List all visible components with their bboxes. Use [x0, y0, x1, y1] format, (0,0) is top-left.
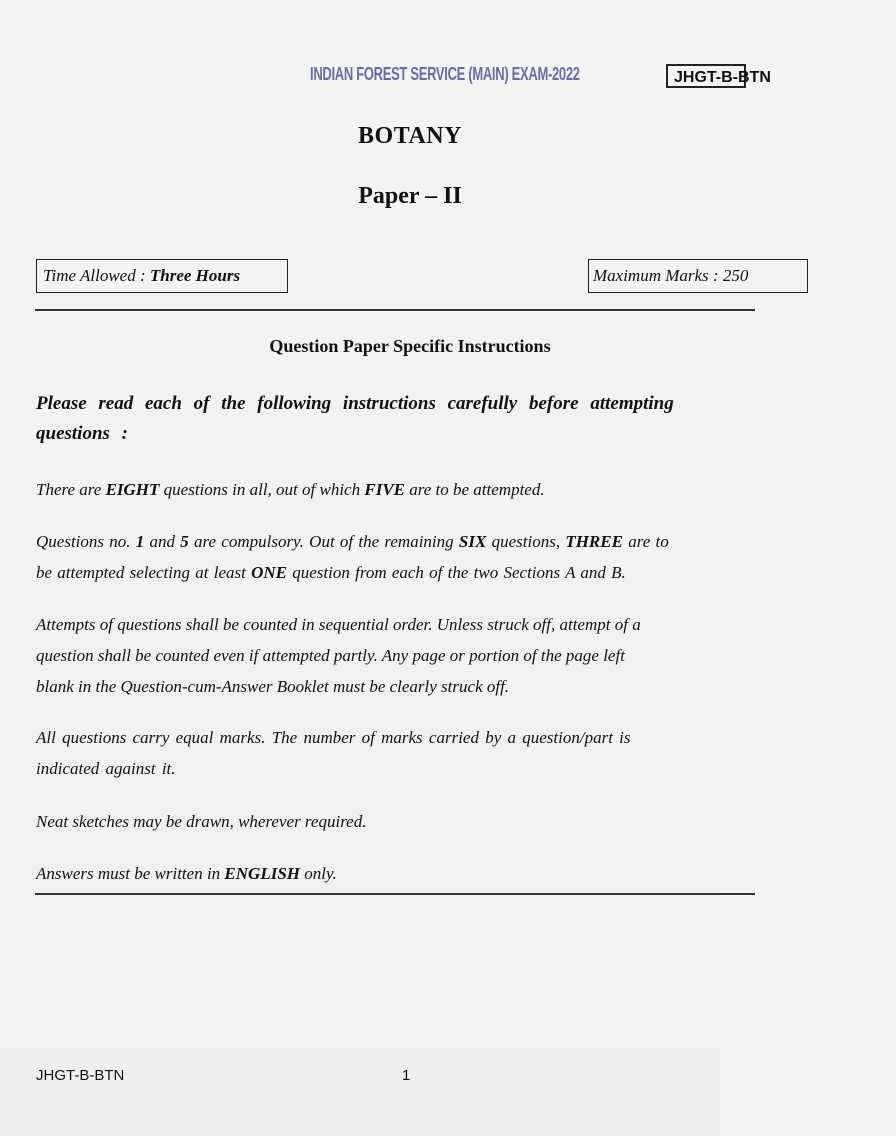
p2-line2-text-c: question from each of the two Sections A and B. — [287, 563, 626, 582]
instruction-language — [36, 858, 896, 889]
p2-line-2 — [36, 557, 896, 588]
page-number: 1 — [402, 1067, 411, 1084]
p1-text-b: EIGHT — [105, 480, 160, 499]
instruction-compulsory-questions — [36, 526, 896, 588]
instruction-equal-marks — [36, 722, 896, 784]
lead-line-1: Please read each of the following instructions carefully before attempting — [36, 393, 674, 414]
p3-line-2: question shall be counted even if attempted partly. Any page or portion of the page left — [36, 646, 625, 665]
p2-text-c: and — [144, 532, 181, 551]
p6-text-c: only. — [300, 864, 337, 883]
p2-text-b: 1 — [135, 532, 145, 551]
p2-line2-text-a: be attempted selecting at least — [36, 563, 252, 582]
subject-title: BOTANY — [358, 123, 462, 149]
p6-text-b: ENGLISH — [224, 864, 300, 883]
p2-text-i: are to — [622, 532, 669, 551]
time-allowed-box — [36, 259, 288, 293]
instruction-question-count — [36, 474, 896, 505]
maximum-marks-box: Maximum Marks : 250 — [588, 259, 808, 293]
footer-paper-code: JHGT-B-BTN — [36, 1067, 125, 1084]
instruction-neat-sketches: Neat sketches may be drawn, wherever required. — [36, 812, 367, 831]
p3-line-3: blank in the Question-cum-Answer Booklet must be clearly struck off. — [36, 677, 510, 696]
paper-code-box: JHGT-B-BTN — [666, 64, 746, 88]
p2-line2-text-b: ONE — [251, 563, 287, 582]
p1-text-d: FIVE — [364, 480, 405, 499]
p2-text-e: are compulsory. Out of the remaining — [188, 532, 459, 551]
p2-text-a: Questions no. — [36, 532, 136, 551]
p6-text-a: Answers must be written in — [36, 864, 225, 883]
p3-line-1: Attempts of questions shall be counted in sequential order. Unless struck off, attempt of a — [36, 615, 641, 634]
time-allowed-label: Time Allowed : — [43, 266, 150, 285]
p1-text-c: questions in all, out of which — [159, 480, 365, 499]
p2-text-d: 5 — [180, 532, 189, 551]
p4-line-2: indicated against it. — [36, 759, 176, 778]
p2-text-f: SIX — [458, 532, 487, 551]
p4-line-1: All questions carry equal marks. The number of marks carried by a question/part is — [36, 728, 631, 747]
p2-line-1 — [36, 526, 896, 557]
p2-text-h: THREE — [565, 532, 623, 551]
lead-line-2: questions : — [36, 423, 128, 444]
time-allowed-value: Three Hours — [149, 266, 241, 285]
bottom-divider — [35, 893, 755, 895]
instructions-heading: Question Paper Specific Instructions — [269, 336, 551, 356]
top-divider — [35, 309, 755, 311]
p1-text-e: are to be attempted. — [405, 480, 545, 499]
p1-text-a: There are — [36, 480, 106, 499]
exam-title: INDIAN FOREST SERVICE (MAIN) EXAM-2022 — [310, 64, 580, 84]
p2-text-g: questions, — [486, 532, 566, 551]
paper-title: Paper – II — [358, 183, 462, 209]
instruction-attempt-order — [36, 609, 896, 702]
instructions-lead — [36, 389, 896, 449]
